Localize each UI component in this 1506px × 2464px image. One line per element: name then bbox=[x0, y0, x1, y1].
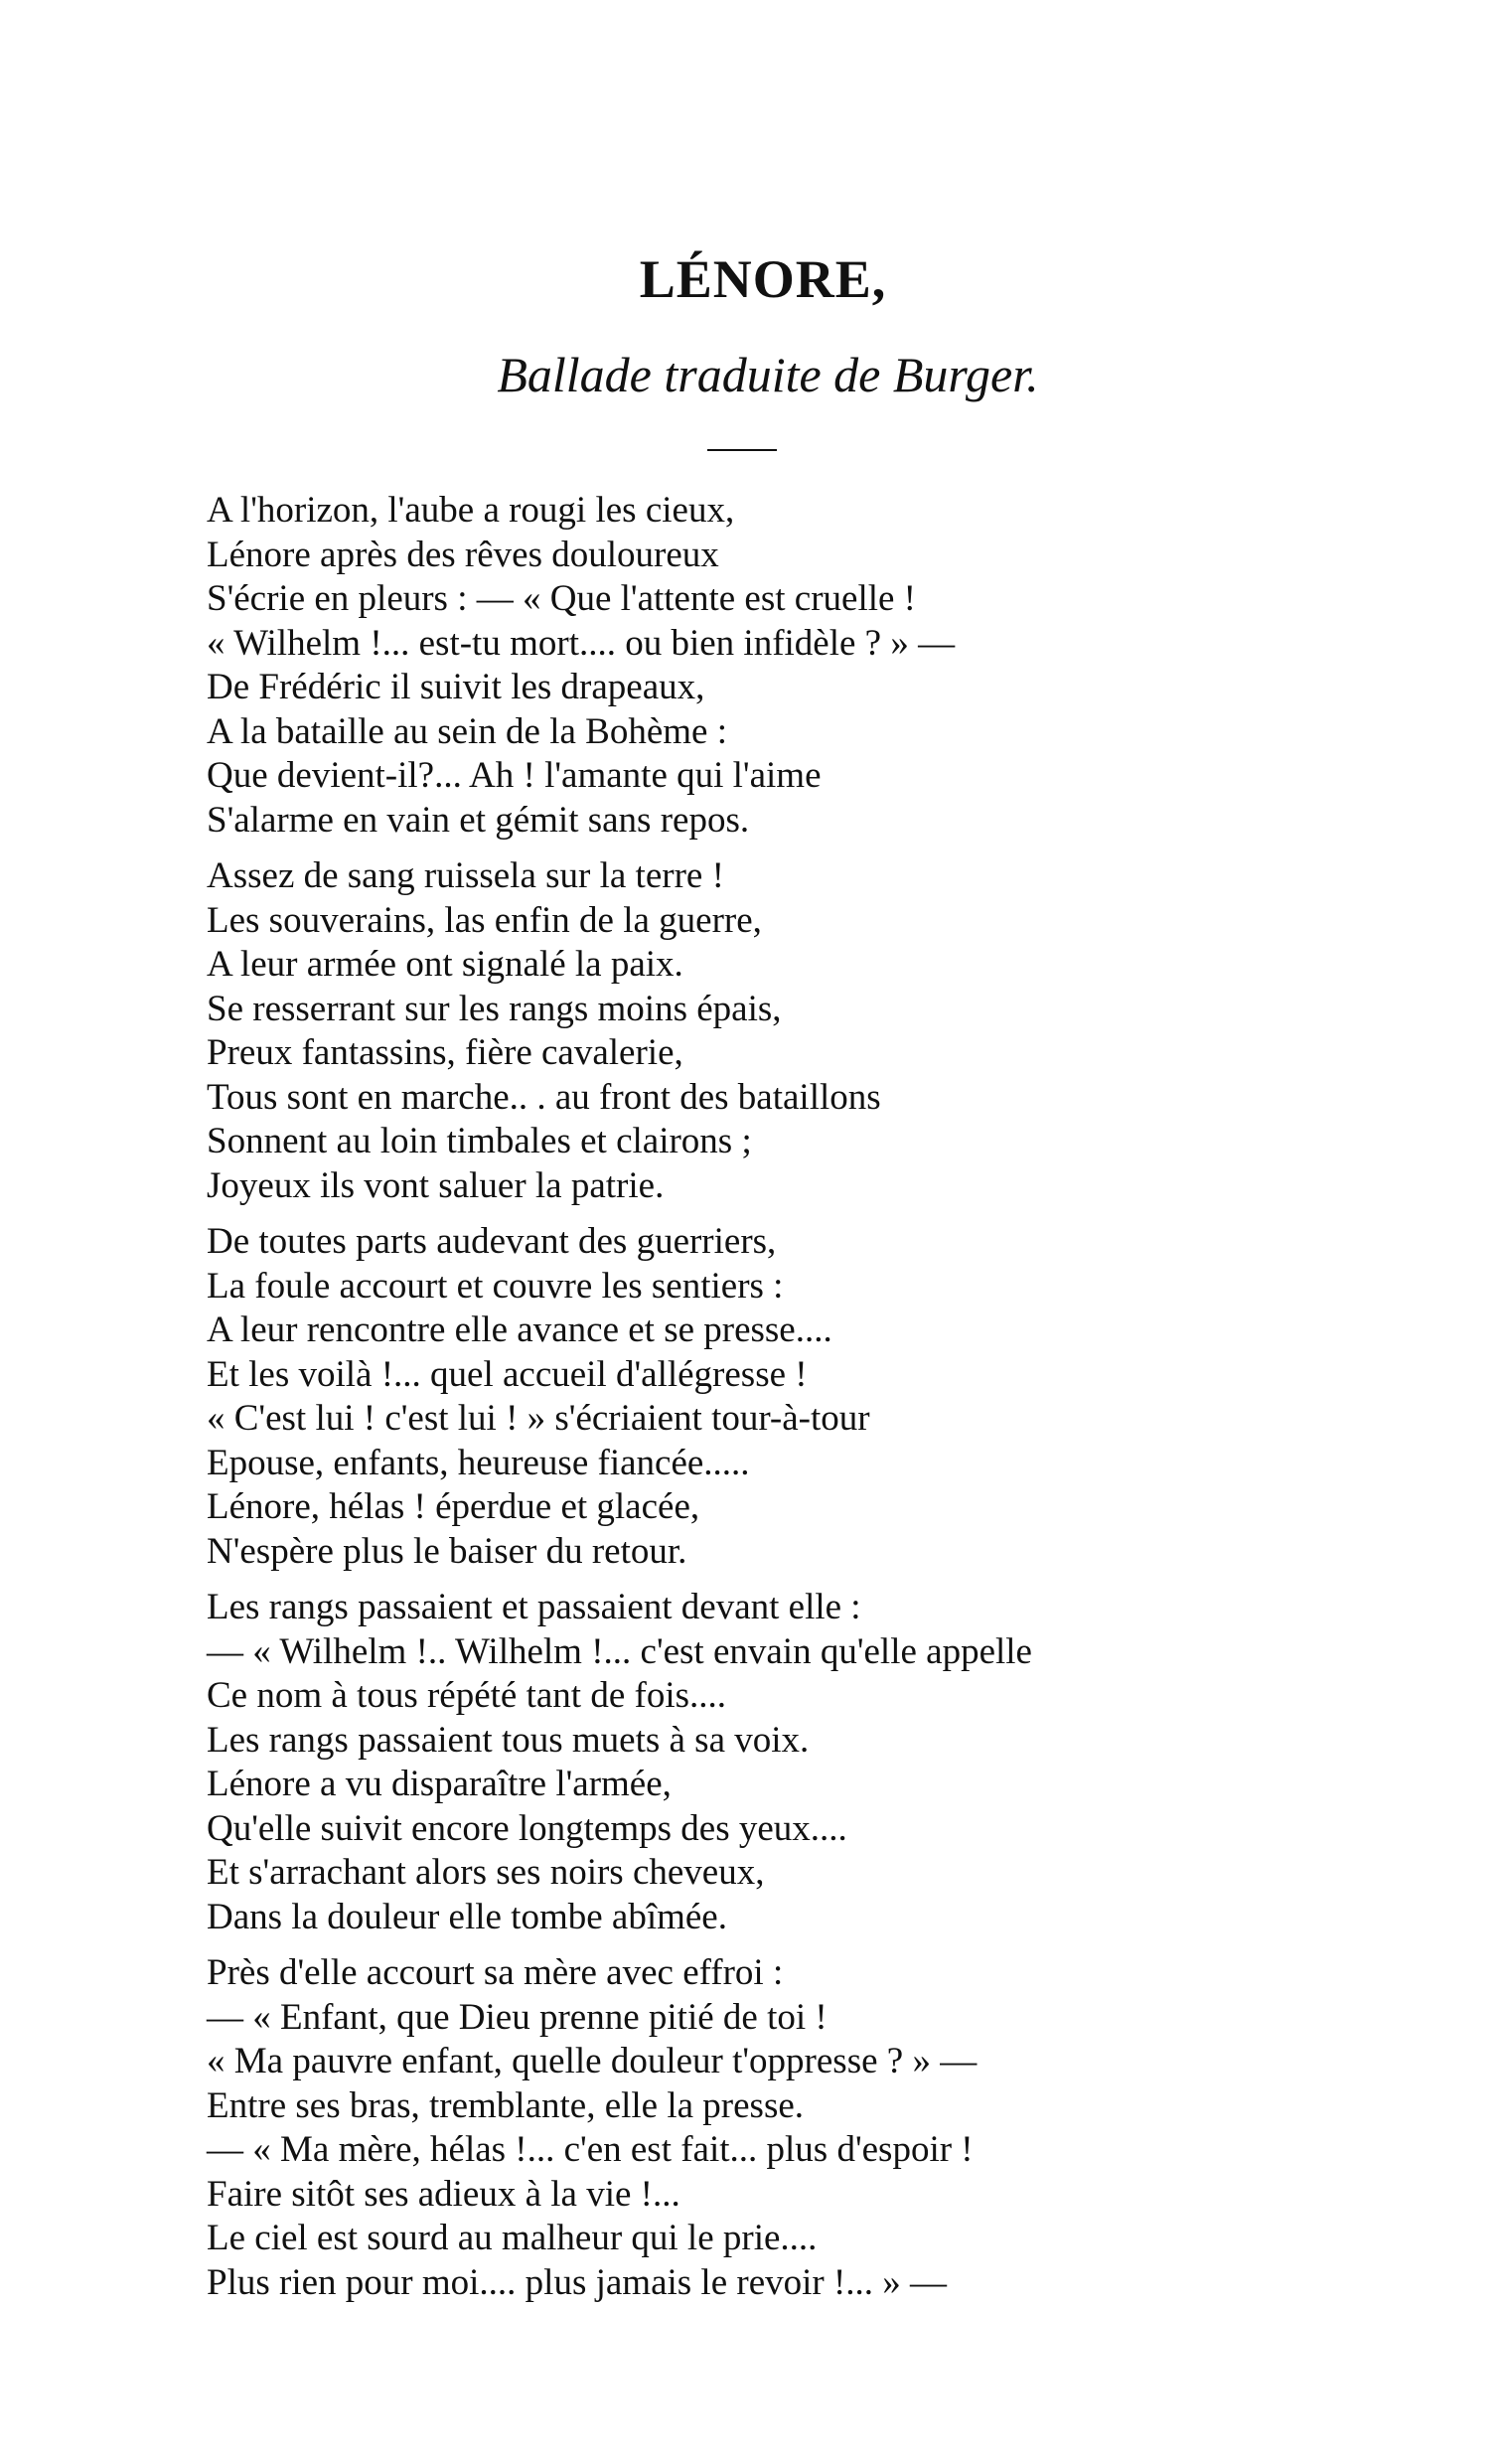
verse-line: — « Wilhelm !.. Wilhelm !... c'est envain qu'elle appelle bbox=[207, 1630, 1032, 1672]
verse-line: — « Ma mère, hélas !... c'en est fait... plus d'espoir ! bbox=[207, 2129, 974, 2170]
verse-line: Le ciel est sourd au malheur qui le prie.... bbox=[207, 2218, 818, 2258]
verse-line: S'écrie en pleurs : — « Que l'attente est cruelle ! bbox=[207, 578, 917, 619]
verse-line: De Frédéric il suivit les drapeaux, bbox=[207, 667, 705, 707]
verse-line: N'espère plus le baiser du retour. bbox=[207, 1530, 687, 1572]
verse-line: Preux fantassins, fière cavalerie, bbox=[207, 1032, 683, 1073]
verse-line: A l'horizon, l'aube a rougi les cieux, bbox=[207, 490, 735, 531]
poem-subtitle: Ballade traduite de Burger. bbox=[497, 347, 1039, 402]
verse-line: Epouse, enfants, heureuse fiancée..... bbox=[207, 1442, 750, 1483]
verse-line: A leur armée ont signalé la paix. bbox=[207, 944, 683, 985]
verse-line: Près d'elle accourt sa mère avec effroi : bbox=[207, 1952, 784, 1993]
verse-line: S'alarme en vain et gémit sans repos. bbox=[207, 799, 750, 841]
verse-line: « Ma pauvre enfant, quelle douleur t'oppresse ? » — bbox=[207, 2041, 978, 2081]
verse-line: De toutes parts audevant des guerriers, bbox=[207, 1221, 777, 1262]
verse-line: Les souverains, las enfin de la guerre, bbox=[207, 899, 762, 941]
verse-line: Sonnent au loin timbales et clairons ; bbox=[207, 1121, 752, 1161]
verse-line: Lénore après des rêves douloureux bbox=[207, 534, 719, 575]
stanza bbox=[207, 1586, 1399, 1939]
verse-line: Et s'arrachant alors ses noirs cheveux, bbox=[207, 1852, 765, 1893]
verse-line: Les rangs passaient tous muets à sa voix. bbox=[207, 1719, 810, 1761]
verse-line: Plus rien pour moi.... plus jamais le revoir !... » — bbox=[207, 2261, 948, 2303]
poem-title: LÉNORE, bbox=[639, 249, 887, 309]
verse-line: La foule accourt et couvre les sentiers : bbox=[207, 1265, 784, 1307]
verse-line: Faire sitôt ses adieux à la vie !... bbox=[207, 2173, 680, 2215]
verse-line: Joyeux ils vont saluer la patrie. bbox=[207, 1164, 665, 1206]
stanza bbox=[207, 489, 1399, 843]
verse-line: Et les voilà !... quel accueil d'allégresse ! bbox=[207, 1353, 808, 1395]
verse-line: « Wilhelm !... est-tu mort.... ou bien infidèle ? » — bbox=[207, 622, 956, 664]
title-divider bbox=[707, 449, 777, 451]
verse-line: Entre ses bras, tremblante, elle la presse. bbox=[207, 2084, 805, 2126]
verse-line: Lénore a vu disparaître l'armée, bbox=[207, 1764, 672, 1804]
verse-line: A leur rencontre elle avance et se presse.... bbox=[207, 1309, 832, 1350]
verse-line: Assez de sang ruissela sur la terre ! bbox=[207, 855, 724, 896]
poem-body bbox=[207, 489, 1399, 2317]
verse-line: Dans la douleur elle tombe abîmée. bbox=[207, 1896, 727, 1937]
stanza bbox=[207, 854, 1399, 1208]
verse-line: Se resserrant sur les rangs moins épais, bbox=[207, 988, 782, 1029]
stanza bbox=[207, 1951, 1399, 2305]
stanza bbox=[207, 1220, 1399, 1574]
verse-line: A la bataille au sein de la Bohème : bbox=[207, 710, 727, 752]
verse-line: Ce nom à tous répété tant de fois.... bbox=[207, 1675, 727, 1716]
verse-line: Les rangs passaient et passaient devant elle : bbox=[207, 1587, 861, 1627]
verse-line: Lénore, hélas ! éperdue et glacée, bbox=[207, 1486, 700, 1527]
verse-line: Tous sont en marche.. . au front des bataillons bbox=[207, 1076, 881, 1118]
verse-line: « C'est lui ! c'est lui ! » s'écriaient tour-à-tour bbox=[207, 1398, 870, 1439]
verse-line: Que devient-il?... Ah ! l'amante qui l'aime bbox=[207, 755, 822, 796]
verse-line: Qu'elle suivit encore longtemps des yeux.... bbox=[207, 1807, 847, 1849]
verse-line: — « Enfant, que Dieu prenne pitié de toi ! bbox=[207, 1996, 828, 2038]
